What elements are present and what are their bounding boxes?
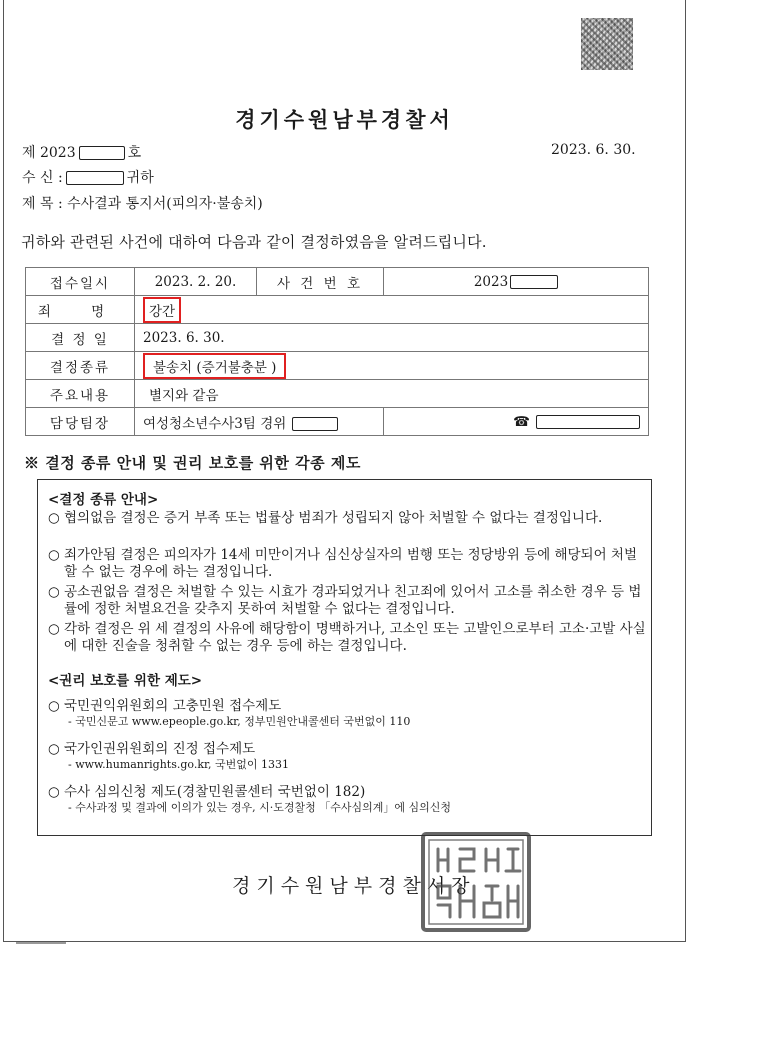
phone-cell — [384, 408, 649, 436]
officer-cell — [135, 408, 384, 436]
document-title: 경기수원남부경찰서 — [235, 107, 454, 132]
recipient: 수 신 : 귀하 — [22, 170, 154, 186]
list-item: ○ 각하 결정은 위 세 결정의 사유에 해당함이 명백하거나, 고소인 또는 고발인으로부터 고소·고발 사실에 대한 진술을 청취할 수 없는 경우 등에 하는 결정입니다. — [48, 621, 646, 654]
list-item: ○ 국가인권위원회의 진정 접수제도 - www.humanrights.go.kr, 국번없이 1331 — [48, 741, 290, 771]
charge-value: 강간 — [143, 297, 181, 323]
bullet-icon: ○ — [48, 784, 60, 800]
redaction-box — [536, 415, 640, 429]
notice-heading: ※ 결정 종류 안내 및 권리 보호를 위한 각종 제도 — [24, 454, 361, 472]
bullet-icon: ○ — [48, 741, 60, 757]
table-row — [26, 380, 649, 408]
case-no-cell — [384, 268, 649, 296]
intro-text: 귀하와 관련된 사건에 대하여 다음과 같이 결정하였음을 알려드립니다. — [21, 233, 487, 251]
list-item: ○ 수사 심의신청 제도(경찰민원콜센터 국번없이 182) - 수사과정 및 결과에 이의가 있는 경우, 시·도경찰청 「수사심의계」에 심의신청 — [48, 784, 451, 814]
signature: 경기수원남부경찰서장 — [232, 875, 476, 897]
section-title: <결정 종류 안내> — [48, 492, 159, 508]
list-item: ○ 국민권익위원회의 고충민원 접수제도 - 국민신문고 www.epeople.go.kr, 정부민원안내콜센터 국번없이 110 — [48, 698, 411, 728]
received-value: 2023. 2. 20. — [135, 268, 257, 296]
received-label: 접수일시 — [26, 268, 135, 296]
redaction-box — [292, 417, 338, 431]
officer-value: 여성청소년수사3팀 경위 — [143, 415, 287, 432]
bullet-icon: ○ — [48, 584, 60, 600]
table-row — [26, 352, 649, 380]
table-row — [26, 324, 649, 352]
section-title: <권리 보호를 위한 제도> — [48, 673, 203, 689]
decision-type-value: 불송치 (증거불충분 ) — [143, 353, 286, 379]
bullet-icon: ○ — [48, 621, 60, 637]
main-content-label: 주요내용 — [26, 380, 135, 408]
list-item: ○ 죄가안됨 결정은 피의자가 14세 미만이거나 심신상실자의 범행 또는 정당방위 등에 해당되어 처벌할 수 없는 경우에 하는 결정입니다. — [48, 547, 637, 580]
case-info-table — [25, 267, 649, 436]
document-number: 제 2023 호 — [22, 145, 142, 161]
table-row — [26, 408, 649, 436]
decision-date-value: 2023. 6. 30. — [135, 324, 649, 352]
case-no-label: 사 건 번 호 — [257, 268, 384, 296]
document-page — [3, 0, 686, 942]
phone-icon: ☎ — [513, 413, 530, 430]
bullet-icon: ○ — [48, 698, 60, 714]
guide-box — [37, 479, 652, 836]
decision-type-label: 결정종류 — [26, 352, 135, 380]
charge-label: 죄 명 — [26, 296, 135, 324]
page-edge — [16, 942, 66, 944]
redaction-box — [510, 275, 558, 289]
case-no-value: 2023 — [473, 273, 509, 290]
table-row — [26, 268, 649, 296]
decision-type-cell — [135, 352, 649, 380]
redaction-box — [79, 146, 125, 160]
subject: 제 목 : 수사결과 통지서(피의자·불송치) — [22, 196, 263, 212]
qr-code — [581, 18, 633, 70]
redaction-box — [66, 171, 124, 185]
charge-cell — [135, 296, 649, 324]
officer-label: 담당팀장 — [26, 408, 135, 436]
bullet-icon: ○ — [48, 547, 60, 563]
list-item: ○ 공소권없음 결정은 처벌할 수 있는 시효가 경과되었거나 친고죄에 있어서 고소를 취소한 경우 등 법률에 정한 처벌요건을 갖추지 못하여 처벌할 수 없다는 결정입니다. — [48, 584, 642, 617]
main-content-value: 별지와 같음 — [135, 380, 649, 408]
official-seal-icon — [420, 831, 532, 933]
table-row — [26, 296, 649, 324]
list-item: ○ 협의없음 결정은 증거 부족 또는 법률상 범죄가 성립되지 않아 처벌할 수 없다는 결정입니다. — [48, 510, 603, 526]
decision-date-label: 결 정 일 — [26, 324, 135, 352]
bullet-icon: ○ — [48, 510, 60, 526]
document-date: 2023. 6. 30. — [551, 142, 636, 158]
